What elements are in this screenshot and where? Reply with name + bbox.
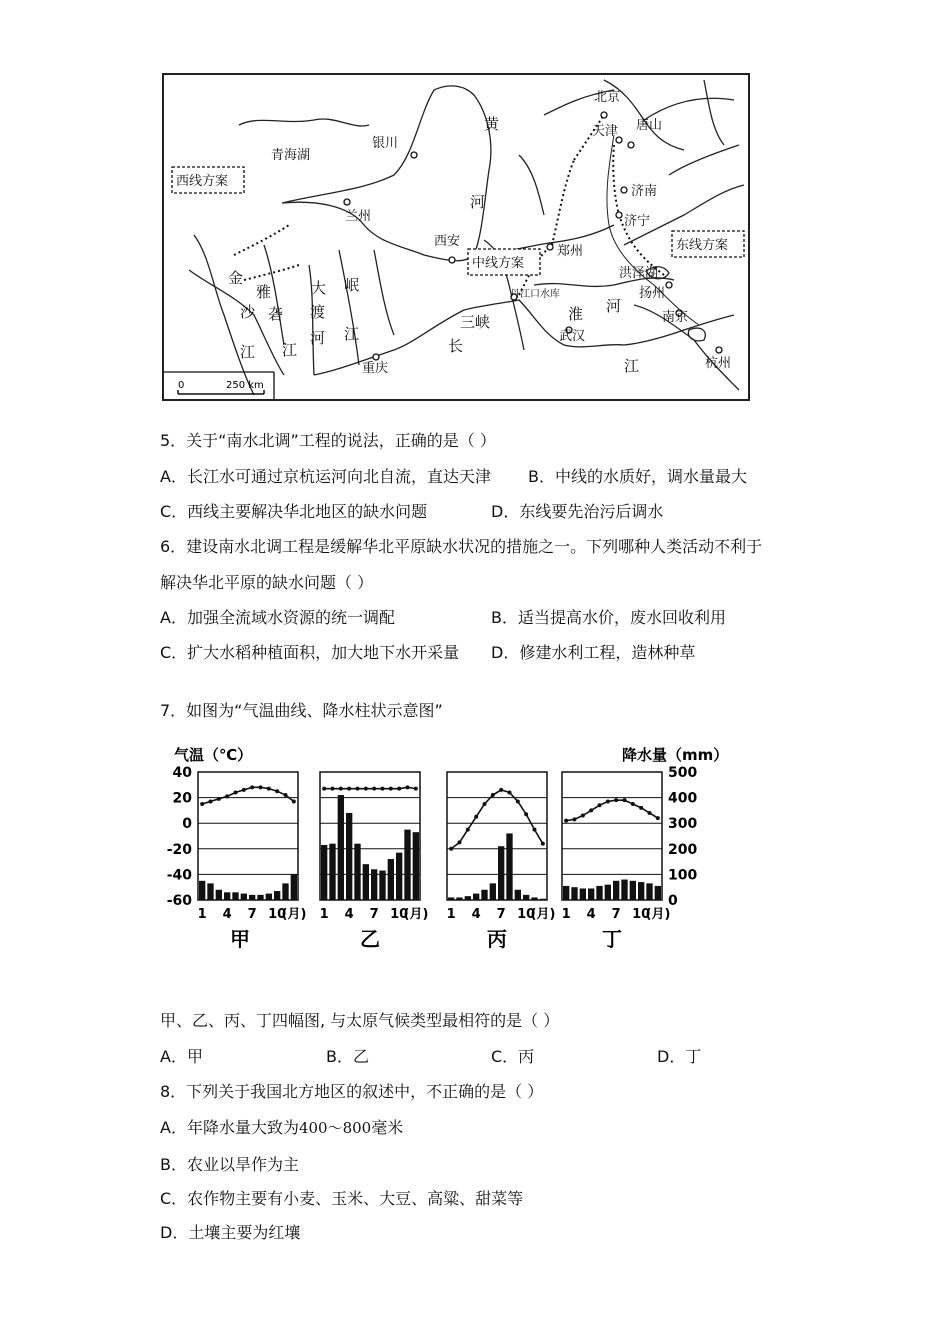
label-east-route: 东线方案 [676,238,729,253]
precip-bar [199,881,205,900]
precip-bar [363,864,369,900]
temperature-point [524,812,528,816]
precip-bar [379,871,385,900]
label-wuhan: 武汉 [559,329,586,344]
temperature-line [324,787,416,788]
temperature-point [339,787,343,791]
precip-bar [490,883,496,900]
precip-bar [346,813,352,900]
precip-bar [655,886,661,900]
temperature-point [573,817,577,821]
q5-option-d[interactable]: D．东线要先治污后调水 [491,502,664,521]
temperature-point [623,798,627,802]
temperature-point [508,790,512,794]
month-tick-label: 7 [611,907,621,922]
month-tick-label: (月) [403,907,429,922]
precip-bar [621,880,627,900]
month-tick-label: 10 [632,907,651,922]
temperature-point [364,787,368,791]
q8-option-c[interactable]: C．农作物主要有小麦、玉米、大豆、高粱、甜菜等 [160,1189,524,1208]
label-yangzhou: 扬州 [639,286,666,301]
label-danjiangkou: 丹江口水库 [510,289,560,300]
temperature-point [200,802,204,806]
temperature-line [566,800,658,820]
temperature-point [474,815,478,819]
label-sanxia: 三峡 [460,313,491,331]
route-boxes [172,167,744,275]
month-tick-label: 10 [517,907,536,922]
south-north-water-diversion-map [162,73,750,401]
temperature-point [483,802,487,806]
temperature-point [356,787,360,791]
precip-bar [274,891,280,900]
label-yinchuan: 银川 [372,136,399,151]
month-tick-label: 1 [446,907,456,922]
q8-option-a-range: 400～800 [298,1119,372,1137]
label-huang-2: 河 [470,193,486,211]
label-tangshan: 唐山 [636,118,663,133]
precip-bar [257,895,263,900]
month-tick-label: (月) [281,907,307,922]
temperature-point [639,806,643,810]
label-west-route: 西线方案 [176,174,229,189]
q7-stem: 7．如图为“气温曲线、降水柱状示意图” [160,701,443,720]
month-tick-label: 4 [344,907,354,922]
q6-option-b[interactable]: B．适当提高水价，废水回收利用 [491,608,726,627]
temperature-point [372,787,376,791]
panel-frame [198,772,298,900]
temperature-point [406,785,410,789]
label-qinghai-lake: 青海湖 [271,148,311,163]
q8-option-a-prefix: A．年降水量大致为 [160,1118,299,1137]
temperature-point [267,787,271,791]
chart-layer [167,765,698,951]
precip-bar [321,845,327,900]
precip-bar [613,881,619,900]
precip-bar [396,853,402,900]
precip-bar [413,832,419,900]
month-tick-label: 1 [319,907,329,922]
temp-tick-label: -60 [166,893,192,909]
precip-tick-label: 0 [668,893,678,909]
precip-bar [580,888,586,900]
precip-bar [371,869,377,900]
q8-option-a-suffix: 毫米 [371,1118,404,1137]
q5-option-c[interactable]: C．西线主要解决华北地区的缺水问题 [160,502,428,521]
precip-bar [638,882,644,900]
panel-name: 丙 [487,927,507,951]
precip-bar [571,887,577,900]
temperature-point [449,847,453,851]
label-hangzhou: 杭州 [705,356,732,371]
scale-distance: 250 km [226,380,264,391]
label-jinsha-jiang: 江 [240,343,256,361]
month-tick-label: 10 [390,907,409,922]
q6-stem-line1: 6．建设南水北调工程是缓解华北平原缺水状况的措施之一。下列哪种人类活动不利于 [160,537,763,556]
precip-bar [232,892,238,900]
panel-frame [447,772,547,900]
precip-bar [481,890,487,900]
precip-bar [448,897,454,900]
label-chang-1: 长 [448,337,464,355]
q7-option-c[interactable]: C．丙 [491,1047,535,1066]
panel-name: 乙 [360,927,380,951]
temperature-point [541,842,545,846]
precip-bar [249,895,255,900]
temperature-point [648,811,652,815]
temperature-point [656,816,660,820]
label-middle-route: 中线方案 [472,256,525,271]
temperature-point [614,798,618,802]
label-chongqing: 重庆 [362,361,389,376]
temperature-point [250,785,254,789]
precip-bar [506,833,512,900]
precip-bar [207,883,213,900]
temperature-point [217,797,221,801]
panel-name: 丁 [602,927,622,951]
precip-bar [456,897,462,900]
label-jining: 济宁 [624,214,651,229]
precip-bar [216,890,222,900]
precip-bar [605,885,611,900]
label-long: 砻 [268,305,284,323]
diversion-routes [234,115,664,295]
month-tick-label: 1 [561,907,571,922]
label-da: 大 [311,279,327,297]
q7-option-a[interactable]: A．甲 [160,1047,203,1066]
month-tick-label: (月) [530,907,556,922]
precip-bar [224,892,230,900]
precip-bar [531,897,537,900]
temperature-point [331,787,335,791]
precip-bar [540,899,546,900]
temperature-point [606,799,610,803]
temperature-point [589,808,593,812]
precip-bar [473,894,479,900]
temperature-point [533,828,537,832]
label-sha: 沙 [240,303,256,321]
q7-option-d[interactable]: D．丁 [657,1047,702,1066]
precip-tick-label: 500 [668,765,698,781]
label-min: 岷 [344,276,360,294]
precip-bar [291,874,297,900]
precip-bar [498,846,504,900]
q5-stem: 5．关于“南水北调”工程的说法，正确的是（ ） [160,431,496,450]
month-tick-label: 4 [222,907,232,922]
precip-tick-label: 100 [668,867,698,884]
month-tick-label: 7 [369,907,379,922]
temperature-point [242,788,246,792]
precip-bar [515,890,521,900]
scale-zero: 0 [178,380,185,391]
temperature-line [202,787,294,804]
q6-option-d[interactable]: D．修建水利工程，造林种草 [491,643,696,662]
q6-option-c[interactable]: C．扩大水稻种植面积，加大地下水开采量 [160,643,460,662]
label-jinan: 济南 [631,184,658,199]
precip-bar [596,886,602,900]
precip-tick-label: 400 [668,790,698,807]
precip-bar [241,894,247,900]
temperature-point [491,793,495,797]
temperature-point [275,789,279,793]
temperature-point [234,790,238,794]
precip-bar [588,888,594,900]
precip-tick-label: 200 [668,841,698,858]
panel-name: 甲 [230,927,250,951]
precip-bar [563,886,569,900]
temperature-point [259,785,263,789]
temp-tick-label: 20 [172,790,192,807]
left-axis-label: 气温（℃） [174,746,253,764]
label-chang-2: 江 [624,357,640,375]
month-tick-label: 4 [471,907,481,922]
temperature-point [458,840,462,844]
month-tick-label: (月) [645,907,671,922]
precip-bar [338,795,344,900]
precip-bar [646,883,652,900]
label-zhengzhou: 郑州 [557,244,584,259]
month-tick-label: 7 [496,907,506,922]
precip-bar [354,844,360,900]
temp-tick-label: -40 [166,867,192,884]
precip-bar [329,844,335,900]
label-huai-1: 淮 [568,305,584,323]
q6-option-a[interactable]: A．加强全流域水资源的统一调配 [160,608,395,627]
month-tick-label: 10 [268,907,287,922]
precip-bar [630,881,636,900]
temperature-point [292,799,296,803]
temperature-point [389,787,393,791]
temperature-point [598,803,602,807]
label-nanjing: 南京 [662,310,689,325]
label-lanzhou: 兰州 [345,209,372,224]
label-du: 渡 [310,303,326,321]
climate-charts [166,740,730,955]
label-xian: 西安 [434,234,461,249]
panel-frame [562,772,662,900]
q5-option-a[interactable]: A．长江水可通过京杭运河向北自流，直达天津 [160,467,491,486]
precip-bar [465,896,471,900]
temperature-line [451,790,543,849]
label-jin: 金 [228,269,244,287]
q8-option-b[interactable]: B．农业以旱作为主 [160,1155,299,1174]
month-tick-label: 7 [247,907,257,922]
label-min-jiang: 江 [344,325,360,343]
climate-charts-svg [166,740,730,955]
temperature-point [564,819,568,823]
precip-bar [282,883,288,900]
q7-question: 甲、乙、丙、丁四幅图, 与太原气候类型最相符的是（ ） [160,1011,560,1030]
label-huai-2: 河 [606,297,622,315]
label-huang-1: 黄 [484,115,500,133]
temp-tick-label: -20 [166,841,192,858]
temperature-point [414,787,418,791]
label-yalong-jiang: 江 [282,341,298,359]
q8-stem: 8．下列关于我国北方地区的叙述中，不正确的是（ ） [160,1082,544,1101]
temperature-point [397,787,401,791]
temperature-point [581,814,585,818]
precip-tick-label: 300 [668,816,698,833]
precip-bar [404,830,410,900]
temperature-point [466,828,470,832]
temperature-point [347,787,351,791]
temperature-point [322,787,326,791]
temperature-point [381,787,385,791]
month-tick-label: 1 [197,907,207,922]
label-hongze-lake: 洪泽湖 [619,266,659,281]
temp-tick-label: 0 [182,816,192,833]
temperature-point [631,802,635,806]
temperature-point [516,799,520,803]
q6-stem-line2: 解决华北平原的缺水问题（ ） [160,573,374,592]
label-ya: 雅 [256,283,272,301]
label-dadu-he: 河 [310,329,326,347]
precip-bar [523,895,529,900]
q8-option-d[interactable]: D．土壤主要为红壤 [160,1223,301,1242]
right-axis-label: 降水量（mm） [622,746,729,764]
temperature-point [499,788,503,792]
precip-bar [266,894,272,900]
temperature-point [225,794,229,798]
temperature-point [284,793,288,797]
temperature-point [209,799,213,803]
q8-option-a[interactable] [160,1117,403,1139]
map-drawing [164,75,748,399]
month-tick-label: 4 [586,907,596,922]
temp-tick-label: 40 [172,765,192,781]
label-beijing: 北京 [594,90,621,105]
label-tianjin: 天津 [592,124,619,139]
q5-option-b[interactable]: B．中线的水质好，调水量最大 [528,467,747,486]
q7-option-b[interactable]: B．乙 [326,1047,369,1066]
precip-bar [388,859,394,900]
